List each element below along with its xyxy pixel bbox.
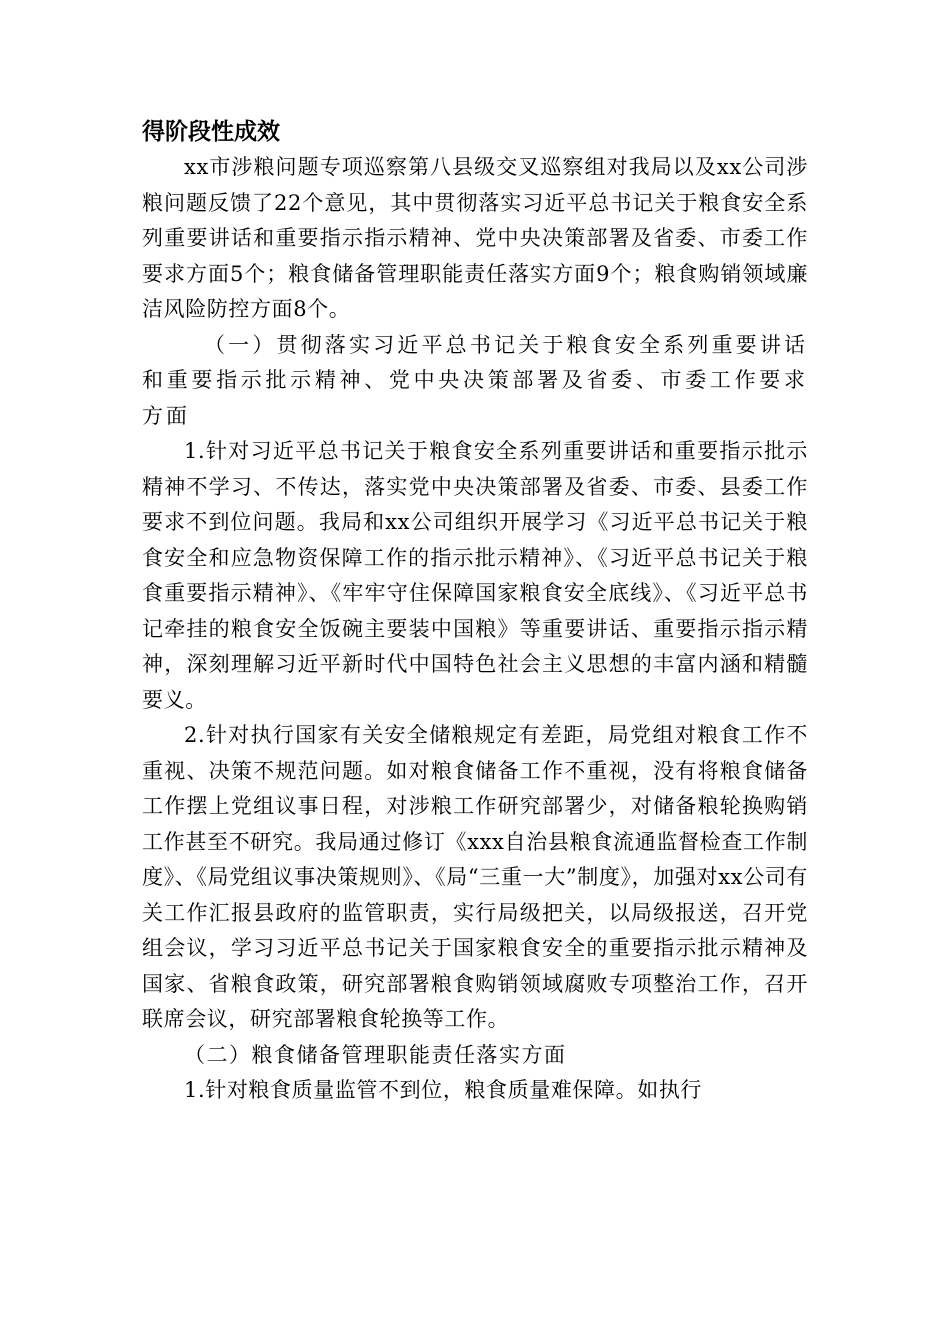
intro-paragraph: xx市涉粮问题专项巡察第八县级交叉巡察组对我局以及xx公司涉粮问题反馈了22个意见，其中贯彻落实习近平总书记关于粮食安全系列重要讲话和重要指示指示精神、党中央决策部署及省委、市委工作要求方面5个；粮食储备管理职能责任落实方面9个；粮食购销领域廉洁风险防控方面8个。 [142, 155, 808, 321]
subheading-one: （一）贯彻落实习近平总书记关于粮食安全系列重要讲话和重要指示批示精神、党中央决策部署及省委、市委工作要求方面 [142, 332, 808, 428]
item-three-paragraph: 1.针对粮食质量监管不到位，粮食质量难保障。如执行 [184, 1078, 703, 1102]
subheading-two: （二）粮食储备管理职能责任落实方面 [184, 1042, 567, 1067]
item-one-paragraph: 1.针对习近平总书记关于粮食安全系列重要讲话和重要指示批示精神不学习、不传达，落实党中央决策部署及省委、市委、县委工作要求不到位问题。我局和xx公司组织开展学习《习近平总书记关于粮食安全和应急物资保障工作的指示批示精神》、《习近平总书记关于粮食重要指示精神》、《牢牢守住保障国家粮食安全底线》、《习近平总书记牵挂的粮食安全饭碗主要装中国粮》等重要讲话、重要指示指示精神，深刻理解习近平新时代中国特色社会主义思想的丰富内涵和精髓要义。 [142, 439, 808, 712]
document-page [142, 114, 808, 1109]
section-heading: 得阶段性成效 [142, 119, 280, 145]
item-two-paragraph: 2.针对执行国家有关安全储粮规定有差距，局党组对粮食工作不重视、决策不规范问题。如对粮食储备工作不重视，没有将粮食储备工作摆上党组议事日程，对涉粮工作研究部署少，对储备粮轮换购销工作甚至不研究。我局通过修订《xxx自治县粮食流通监督检查工作制度》、《局党组议事决策规则》、《局“三重一大”制度》，加强对xx公司有关工作汇报县政府的监管职责，实行局级把关，以局级报送，召开党组会议，学习习近平总书记关于国家粮食安全的重要指示批示精神及国家、省粮食政策，研究部署粮食购销领域腐败专项整治工作，召开联席会议，研究部署粮食轮换等工作。 [142, 723, 808, 1031]
